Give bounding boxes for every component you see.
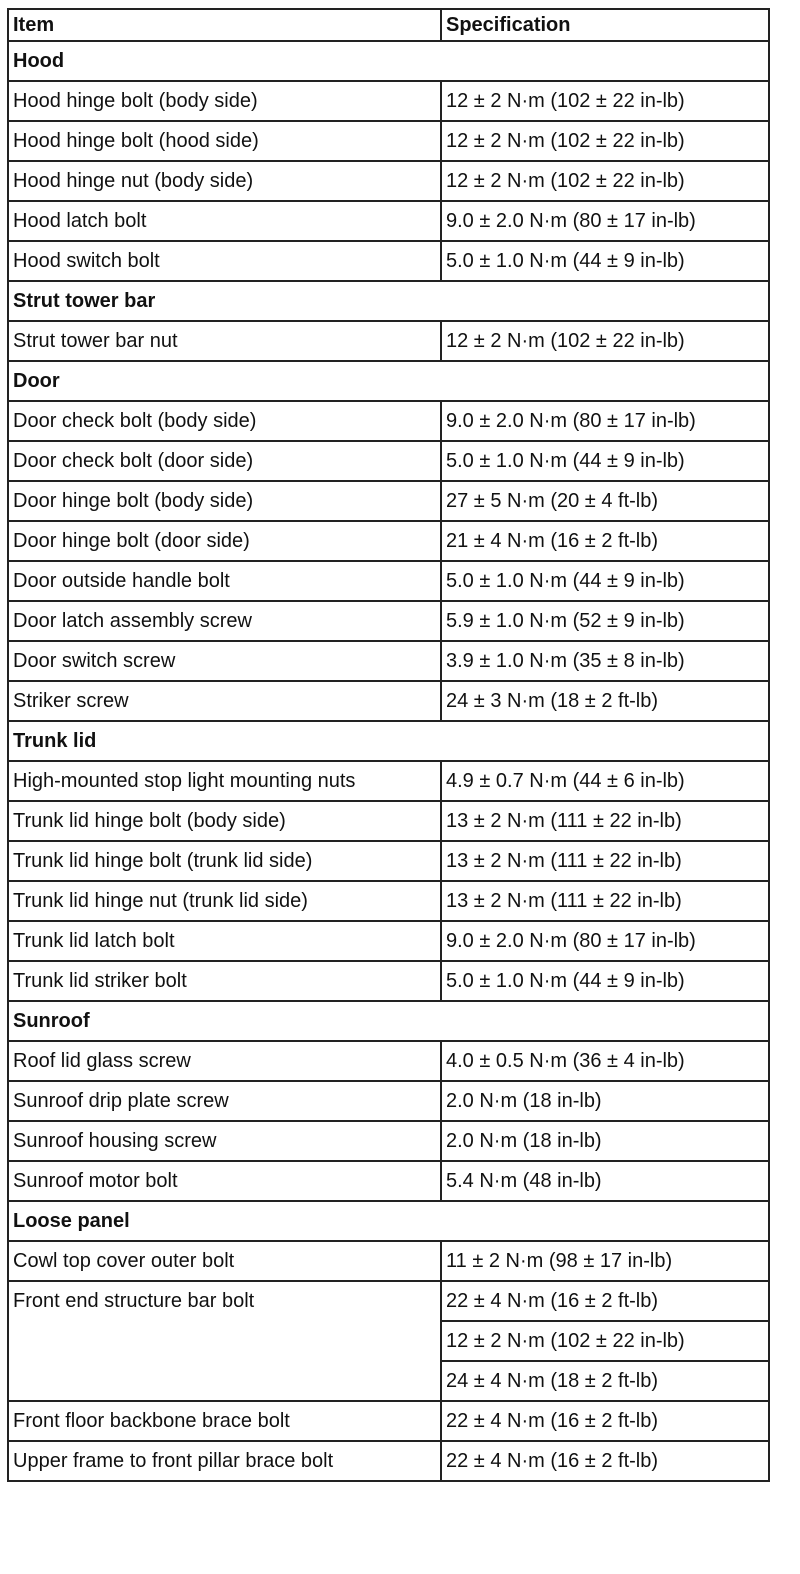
item-cell: Sunroof motor bolt	[8, 1161, 441, 1201]
table-row	[8, 681, 769, 721]
table-row	[8, 81, 769, 121]
table-row	[8, 1041, 769, 1081]
spec-cell: 5.9 ± 1.0 N·m (52 ± 9 in-lb)	[441, 601, 769, 641]
spec-cell: 5.0 ± 1.0 N·m (44 ± 9 in-lb)	[441, 561, 769, 601]
table-row	[8, 921, 769, 961]
spec-cell: 3.9 ± 1.0 N·m (35 ± 8 in-lb)	[441, 641, 769, 681]
item-cell: Trunk lid hinge bolt (trunk lid side)	[8, 841, 441, 881]
item-cell: Sunroof housing screw	[8, 1121, 441, 1161]
table-row	[8, 1121, 769, 1161]
header-row	[8, 9, 769, 41]
section-row	[8, 281, 769, 321]
table-row	[8, 1161, 769, 1201]
item-cell: Cowl top cover outer bolt	[8, 1241, 441, 1281]
spec-cell: 22 ± 4 N·m (16 ± 2 ft-lb)	[441, 1441, 769, 1481]
spec-cell: 24 ± 4 N·m (18 ± 2 ft-lb)	[441, 1361, 769, 1401]
section-row	[8, 721, 769, 761]
item-cell: Hood hinge bolt (body side)	[8, 81, 441, 121]
table-row	[8, 241, 769, 281]
table-row	[8, 441, 769, 481]
table-row	[8, 201, 769, 241]
table-row	[8, 561, 769, 601]
spec-cell: 12 ± 2 N·m (102 ± 22 in-lb)	[441, 321, 769, 361]
spec-cell: 5.0 ± 1.0 N·m (44 ± 9 in-lb)	[441, 441, 769, 481]
spec-cell: 22 ± 4 N·m (16 ± 2 ft-lb)	[441, 1281, 769, 1321]
table-row	[8, 1401, 769, 1441]
table-row	[8, 481, 769, 521]
table-row	[8, 641, 769, 681]
item-cell: Door check bolt (door side)	[8, 441, 441, 481]
item-cell: Striker screw	[8, 681, 441, 721]
spec-cell: 9.0 ± 2.0 N·m (80 ± 17 in-lb)	[441, 921, 769, 961]
section-row	[8, 1201, 769, 1241]
table-row	[8, 881, 769, 921]
table-row	[8, 841, 769, 881]
section-heading: Door	[8, 361, 769, 401]
spec-cell: 12 ± 2 N·m (102 ± 22 in-lb)	[441, 161, 769, 201]
table-row	[8, 121, 769, 161]
item-cell: Hood hinge bolt (hood side)	[8, 121, 441, 161]
item-cell: Door latch assembly screw	[8, 601, 441, 641]
spec-cell: 5.0 ± 1.0 N·m (44 ± 9 in-lb)	[441, 241, 769, 281]
table-row	[8, 321, 769, 361]
item-cell: Front floor backbone brace bolt	[8, 1401, 441, 1441]
spec-cell: 4.0 ± 0.5 N·m (36 ± 4 in-lb)	[441, 1041, 769, 1081]
table-row	[8, 761, 769, 801]
item-cell: Roof lid glass screw	[8, 1041, 441, 1081]
spec-cell: 9.0 ± 2.0 N·m (80 ± 17 in-lb)	[441, 401, 769, 441]
section-heading: Loose panel	[8, 1201, 769, 1241]
section-heading: Sunroof	[8, 1001, 769, 1041]
spec-cell: 12 ± 2 N·m (102 ± 22 in-lb)	[441, 81, 769, 121]
spec-cell: 11 ± 2 N·m (98 ± 17 in-lb)	[441, 1241, 769, 1281]
item-cell: Door outside handle bolt	[8, 561, 441, 601]
header-item: Item	[8, 9, 441, 41]
item-cell: Trunk lid striker bolt	[8, 961, 441, 1001]
spec-cell: 2.0 N·m (18 in-lb)	[441, 1121, 769, 1161]
table-body	[8, 41, 769, 1481]
table-row	[8, 161, 769, 201]
spec-cell: 22 ± 4 N·m (16 ± 2 ft-lb)	[441, 1401, 769, 1441]
item-cell: Upper frame to front pillar brace bolt	[8, 1441, 441, 1481]
item-cell: Trunk lid hinge bolt (body side)	[8, 801, 441, 841]
section-heading: Trunk lid	[8, 721, 769, 761]
table-row	[8, 1441, 769, 1481]
spec-cell: 27 ± 5 N·m (20 ± 4 ft-lb)	[441, 481, 769, 521]
spec-cell: 13 ± 2 N·m (111 ± 22 in-lb)	[441, 881, 769, 921]
spec-cell: 12 ± 2 N·m (102 ± 22 in-lb)	[441, 121, 769, 161]
item-cell: Door hinge bolt (body side)	[8, 481, 441, 521]
header-specification: Specification	[441, 9, 769, 41]
item-cell: Front end structure bar bolt	[8, 1281, 441, 1401]
table-row	[8, 401, 769, 441]
spec-cell: 2.0 N·m (18 in-lb)	[441, 1081, 769, 1121]
spec-cell: 13 ± 2 N·m (111 ± 22 in-lb)	[441, 801, 769, 841]
spec-cell: 5.4 N·m (48 in-lb)	[441, 1161, 769, 1201]
section-heading: Strut tower bar	[8, 281, 769, 321]
table-row	[8, 1281, 769, 1321]
item-cell: Hood hinge nut (body side)	[8, 161, 441, 201]
spec-cell: 24 ± 3 N·m (18 ± 2 ft-lb)	[441, 681, 769, 721]
item-cell: Hood switch bolt	[8, 241, 441, 281]
item-cell: Trunk lid latch bolt	[8, 921, 441, 961]
spec-cell: 13 ± 2 N·m (111 ± 22 in-lb)	[441, 841, 769, 881]
section-heading: Hood	[8, 41, 769, 81]
table-row	[8, 961, 769, 1001]
item-cell: High-mounted stop light mounting nuts	[8, 761, 441, 801]
item-cell: Door hinge bolt (door side)	[8, 521, 441, 561]
spec-cell: 12 ± 2 N·m (102 ± 22 in-lb)	[441, 1321, 769, 1361]
section-row	[8, 361, 769, 401]
section-row	[8, 1001, 769, 1041]
spec-cell: 21 ± 4 N·m (16 ± 2 ft-lb)	[441, 521, 769, 561]
item-cell: Sunroof drip plate screw	[8, 1081, 441, 1121]
item-cell: Strut tower bar nut	[8, 321, 441, 361]
table-row	[8, 521, 769, 561]
item-cell: Trunk lid hinge nut (trunk lid side)	[8, 881, 441, 921]
item-cell: Door switch screw	[8, 641, 441, 681]
item-cell: Hood latch bolt	[8, 201, 441, 241]
torque-spec-table	[7, 8, 770, 1482]
table-row	[8, 1081, 769, 1121]
table-row	[8, 801, 769, 841]
item-cell: Door check bolt (body side)	[8, 401, 441, 441]
spec-cell: 9.0 ± 2.0 N·m (80 ± 17 in-lb)	[441, 201, 769, 241]
spec-cell: 5.0 ± 1.0 N·m (44 ± 9 in-lb)	[441, 961, 769, 1001]
section-row	[8, 41, 769, 81]
table-row	[8, 601, 769, 641]
spec-cell: 4.9 ± 0.7 N·m (44 ± 6 in-lb)	[441, 761, 769, 801]
table-row	[8, 1241, 769, 1281]
